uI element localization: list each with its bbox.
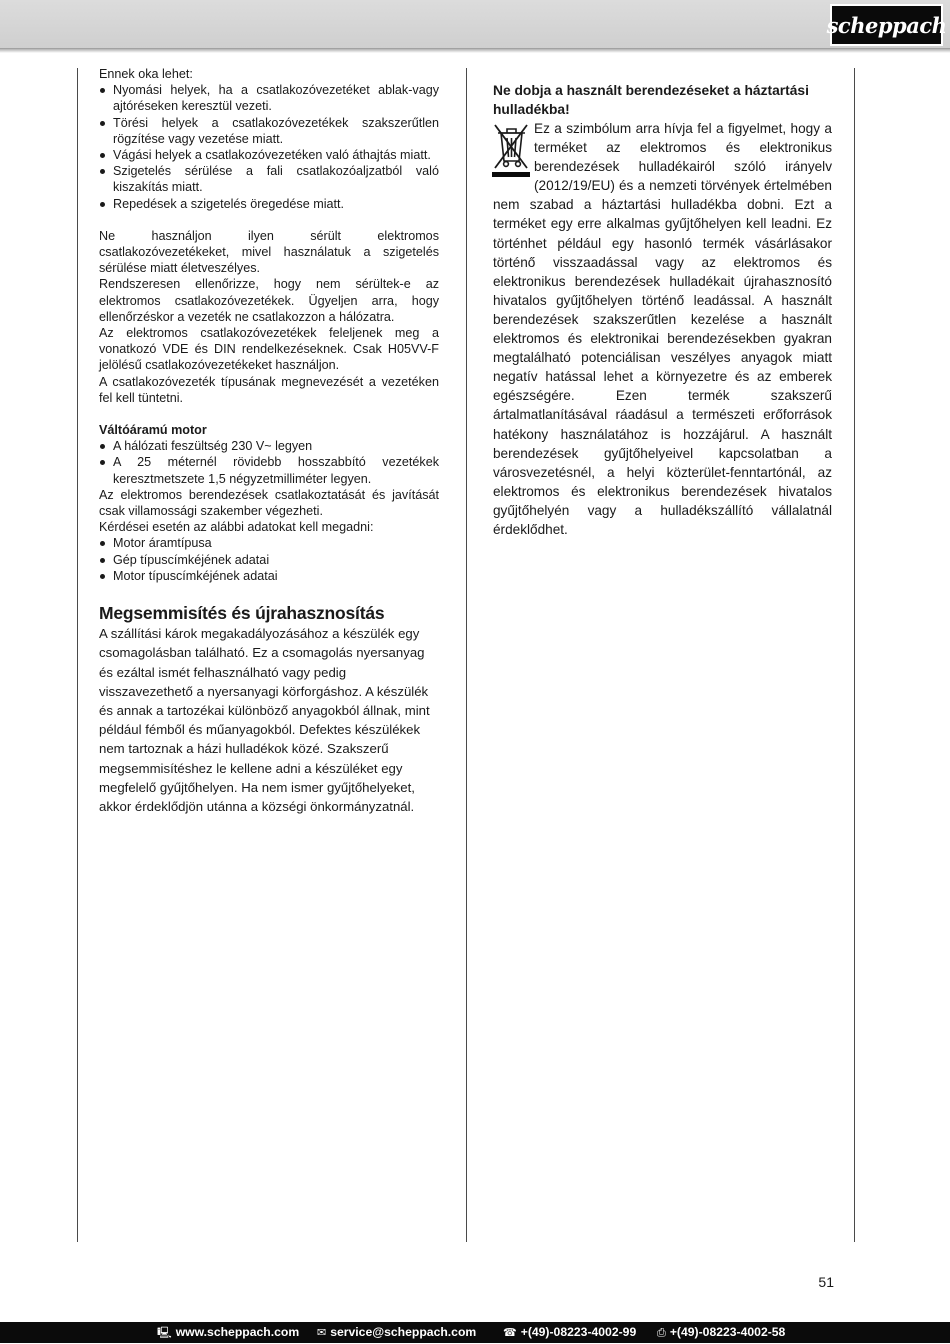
column-divider-rule: [466, 68, 467, 1242]
motor-list: [99, 438, 439, 487]
check-paragraph: Rendszeresen ellenőrizze, hogy nem sérültek-e az elektromos csatlakozóvezetékek. Ügyeljen arra, hogy ellenőrzéskor a vezeték ne csatlakozzon a hálózatra.: [99, 277, 439, 324]
page-number: 51: [818, 1274, 834, 1290]
list-item: Nyomási helyek, ha a csatlakozóvezetéket ablak-vagy ajtóréseken keresztül vezeti.: [99, 82, 439, 114]
footer-bar: [0, 1322, 950, 1343]
phone-number: +(49)-08223-4002-99: [520, 1325, 637, 1339]
footer-website[interactable]: [157, 1322, 299, 1344]
fax-icon: ⎙: [657, 1327, 666, 1339]
causes-list: [99, 82, 439, 212]
list-item: Motor típuscímkéjének adatai: [99, 568, 439, 584]
crossed-out-wheelie-bin-icon: [492, 121, 530, 177]
standards-paragraph: Az elektromos csatlakozóvezetékek feleljenek meg a vonatkozó VDE és DIN rendelkezéseknek. Csak H05VV-F jelölésű csatlakozóvezetékeket használjon.: [99, 326, 439, 373]
computer-icon: 🖳: [157, 1327, 172, 1339]
footer-email[interactable]: [317, 1322, 476, 1344]
left-margin-rule: [77, 68, 78, 1242]
list-item: Törési helyek a csatlakozóvezetékek szakszerűtlen rögzítése vagy vezetése miatt.: [99, 115, 439, 147]
fax-number: +(49)-08223-4002-58: [669, 1325, 786, 1339]
weee-paragraph: Ez a szimbólum arra hívja fel a figyelmet, hogy a terméket az elektromos és elektronikus berendezések hulladékairól szóló irányelv (2012/19/EU) és a nemzeti törvények értelmében nem szabad a háztartási hulladékba dobni. Ezt a terméket egy erre alkalmas gyűjtőhelyen kell leadni. Ez történhet például egy hasonló termék vásárlásakor történő visszaadással vagy az elektromos és elektronikus berendezések hulladékait újrahasznosító hivatalos gyűjtőhelyen történő leadással. A használt berendezések szakszerűtlen kezelése a használt elektromos és elektronikai berendezésekben gyakran megtalálható potenciálisan veszélyes anyagok miatt negatív hatással lehet a környezetre és az emberek egészségére. Ezen termék szakszerű ártalmatlanításával ráadásul a természeti erőforrások hatékony használatához is hozzájárul. A használt berendezések gyűjtőhelyeivel kapcsolatban a városvezetésnél, a helyi közterület-fenntartónál, az elektromos és elektronikus berendezések hivatalos gyűjtőhelyén vagy a hulladékszállító vállalatnál érdeklődhet.: [493, 121, 832, 537]
footer-phone: [503, 1322, 636, 1344]
info-intro: Kérdései esetén az alábbi adatokat kell megadni:: [99, 520, 374, 535]
left-column: [99, 66, 439, 816]
telephone-icon: ☎: [503, 1327, 517, 1339]
info-list: [99, 535, 439, 584]
weee-heading: Ne dobja a használt berendezéseket a háztartási hulladékba!: [493, 83, 809, 117]
logo-text: scheppach: [826, 12, 947, 38]
electrician-paragraph: Az elektromos berendezések csatlakoztatását és javítását csak villamossági szakember végezheti.: [99, 487, 439, 519]
website-link[interactable]: www.scheppach.com: [175, 1325, 300, 1339]
right-margin-rule: [854, 68, 855, 1242]
right-column: [493, 81, 832, 539]
header-band: [0, 0, 950, 49]
list-item: Repedések a szigetelés öregedése miatt.: [99, 196, 439, 212]
causes-intro: Ennek oka lehet:: [99, 67, 193, 81]
scheppach-logo: [826, 4, 947, 46]
marking-paragraph: A csatlakozóvezeték típusának megnevezését a vezetéken fel kell tüntetni.: [99, 374, 439, 405]
list-item: A hálózati feszültség 230 V~ legyen: [99, 438, 439, 454]
list-item: Vágási helyek a csatlakozóvezetéken való áthajtás miatt.: [99, 147, 439, 163]
list-item: Motor áramtípusa: [99, 535, 439, 551]
header-shadow: [0, 48, 950, 53]
disposal-paragraph: A szállítási károk megakadályozásához a készülék egy csomagolásban található. Ez a csomagolás nyersanyag és ezáltal ismét felhasználható vagy pedig visszavezethető a nyersanyagi körforgáshoz. A készülék és annak a tartozékai különböző anyagokból állnak, mint például fémből és műanyagokból. Defektes készülékek nem tartoznak a házi hulladékok közé. Szakszerű megsemmisítéshez le kellene adni a készüléket egy megfelelő gyűjtőhelyen. Ha nem ismer gyűjtőhelyeket, akkor érdeklődjön utánna a községi önkormányzatnál.: [99, 626, 430, 814]
list-item: Gép típuscímkéjének adatai: [99, 552, 439, 568]
motor-heading: Váltóáramú motor: [99, 423, 207, 438]
footer-fax: [657, 1322, 785, 1344]
list-item: A 25 méternél rövidebb hosszabbító vezetékek keresztmetszete 1,5 négyzetmilliméter legyen.: [99, 454, 439, 486]
envelope-icon: ✉: [317, 1327, 327, 1339]
email-link[interactable]: service@scheppach.com: [330, 1325, 477, 1339]
warning-paragraph: Ne használjon ilyen sérült elektromos csatlakozóvezetékeket, mivel használatuk a szigetelés sérülése miatt életveszélyes.: [99, 228, 439, 276]
list-item: Szigetelés sérülése a fali csatlakozóaljzatból való kiszakítás miatt.: [99, 163, 439, 195]
disposal-heading: Megsemmisítés és újrahasznosítás: [99, 603, 385, 624]
